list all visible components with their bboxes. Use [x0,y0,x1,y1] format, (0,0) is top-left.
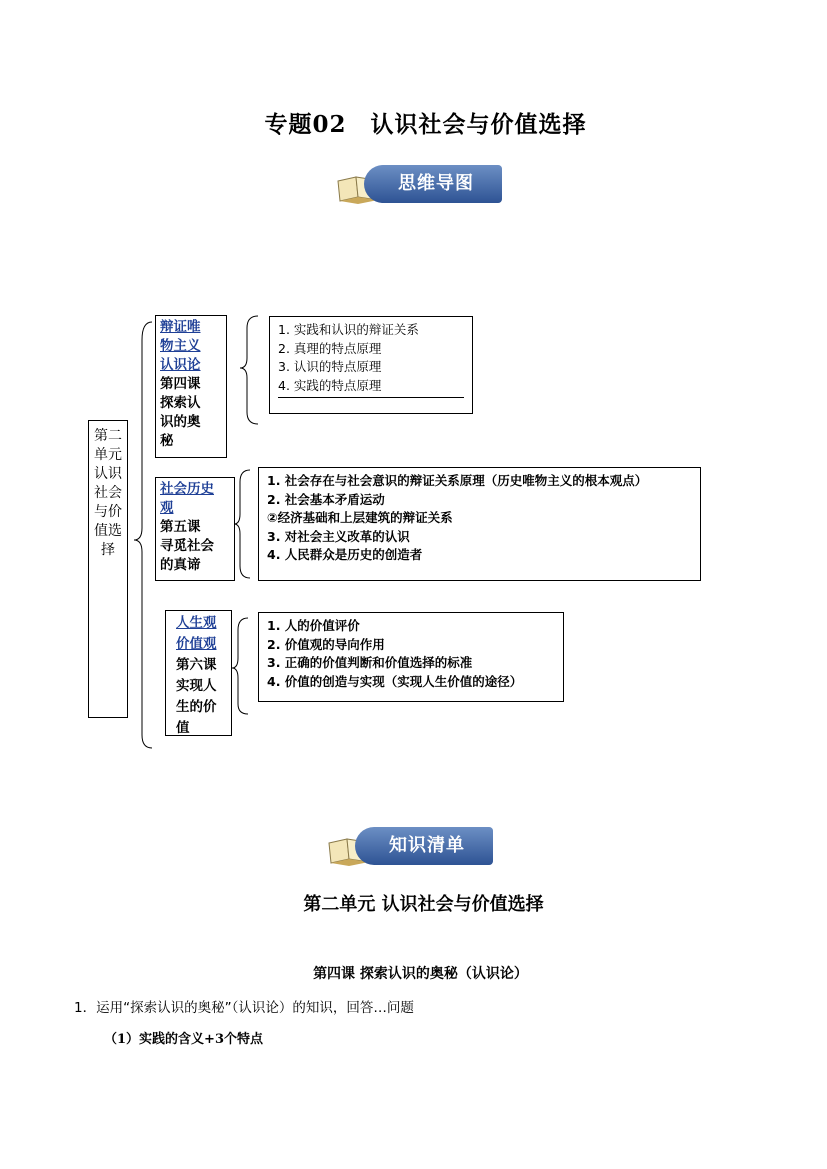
page-title: 专题02 认识社会与价值选择 [264,111,587,138]
lesson-box-5 [155,477,235,581]
lesson-course: 探索认 [160,395,201,411]
lesson-course: 实现人 [176,678,217,694]
lesson-course: 生的价 [176,699,217,715]
list-item: ②经济基础和上层建筑的辩证关系 [267,510,453,525]
lesson-course: 第六课 [176,657,217,673]
list-item: 4. 价值的创造与实现（实现人生价值的途径） [267,673,523,689]
lesson-topic: 人生观 [176,615,217,631]
list-item: 1. 实践和认识的辩证关系 [278,322,419,337]
question-1: 1．运用“探索认识的奥秘”（认识论）的知识，回答…问题 [74,1000,414,1016]
divider [278,397,464,398]
list-item: 3. 认识的特点原理 [278,359,382,374]
list-item: 1. 社会存在与社会意识的辩证关系原理（历史唯物主义的根本观点） [267,473,648,488]
lesson-topic: 价值观 [176,636,217,652]
lesson-6-items [258,612,564,702]
lesson-topic: 社会历史 [160,481,214,497]
knowledge-badge [325,825,495,871]
lesson-topic: 认识论 [160,357,201,373]
list-item: 2. 价值观的导向作用 [267,636,385,652]
lesson-box-6 [165,610,232,736]
lesson-course: 寻觅社会 [160,538,214,554]
lesson-course: 第四课 [160,376,201,392]
lesson-course: 秘 [160,433,174,449]
list-item: 3. 对社会主义改革的认识 [267,528,410,544]
list-item: 2. 真理的特点原理 [278,340,382,356]
lesson-heading: 第四课 探索认识的奥秘（认识论） [313,966,528,982]
mindmap-badge-label: 思维导图 [364,165,502,203]
lesson-4-items [269,316,473,414]
lesson-topic: 观 [160,500,174,516]
lesson-course: 的真谛 [160,557,201,573]
lesson-course: 第五课 [160,519,201,535]
list-item: 2. 社会基本矛盾运动 [267,491,385,507]
lesson-box-4 [155,315,227,458]
lesson-topic: 辩证唯 [160,319,201,335]
lesson-course: 值 [176,720,190,736]
list-item: 4. 人民群众是历史的创造者 [267,547,423,562]
knowledge-badge-label: 知识清单 [355,827,493,865]
list-item: 3. 正确的价值判断和价值选择的标准 [267,655,473,670]
unit-box: 第二单元认识社会与价值选择 [88,420,128,718]
lesson-topic: 物主义 [160,338,201,354]
list-item: 4. 实践的特点原理 [278,377,382,393]
lesson-5-items [258,467,701,581]
list-item: 1. 人的价值评价 [267,618,360,633]
section-title: 第二单元 认识社会与价值选择 [303,894,544,915]
question-1-sub: （1）实践的含义+3个特点 [104,1032,263,1047]
lesson-course: 识的奥 [160,414,201,430]
